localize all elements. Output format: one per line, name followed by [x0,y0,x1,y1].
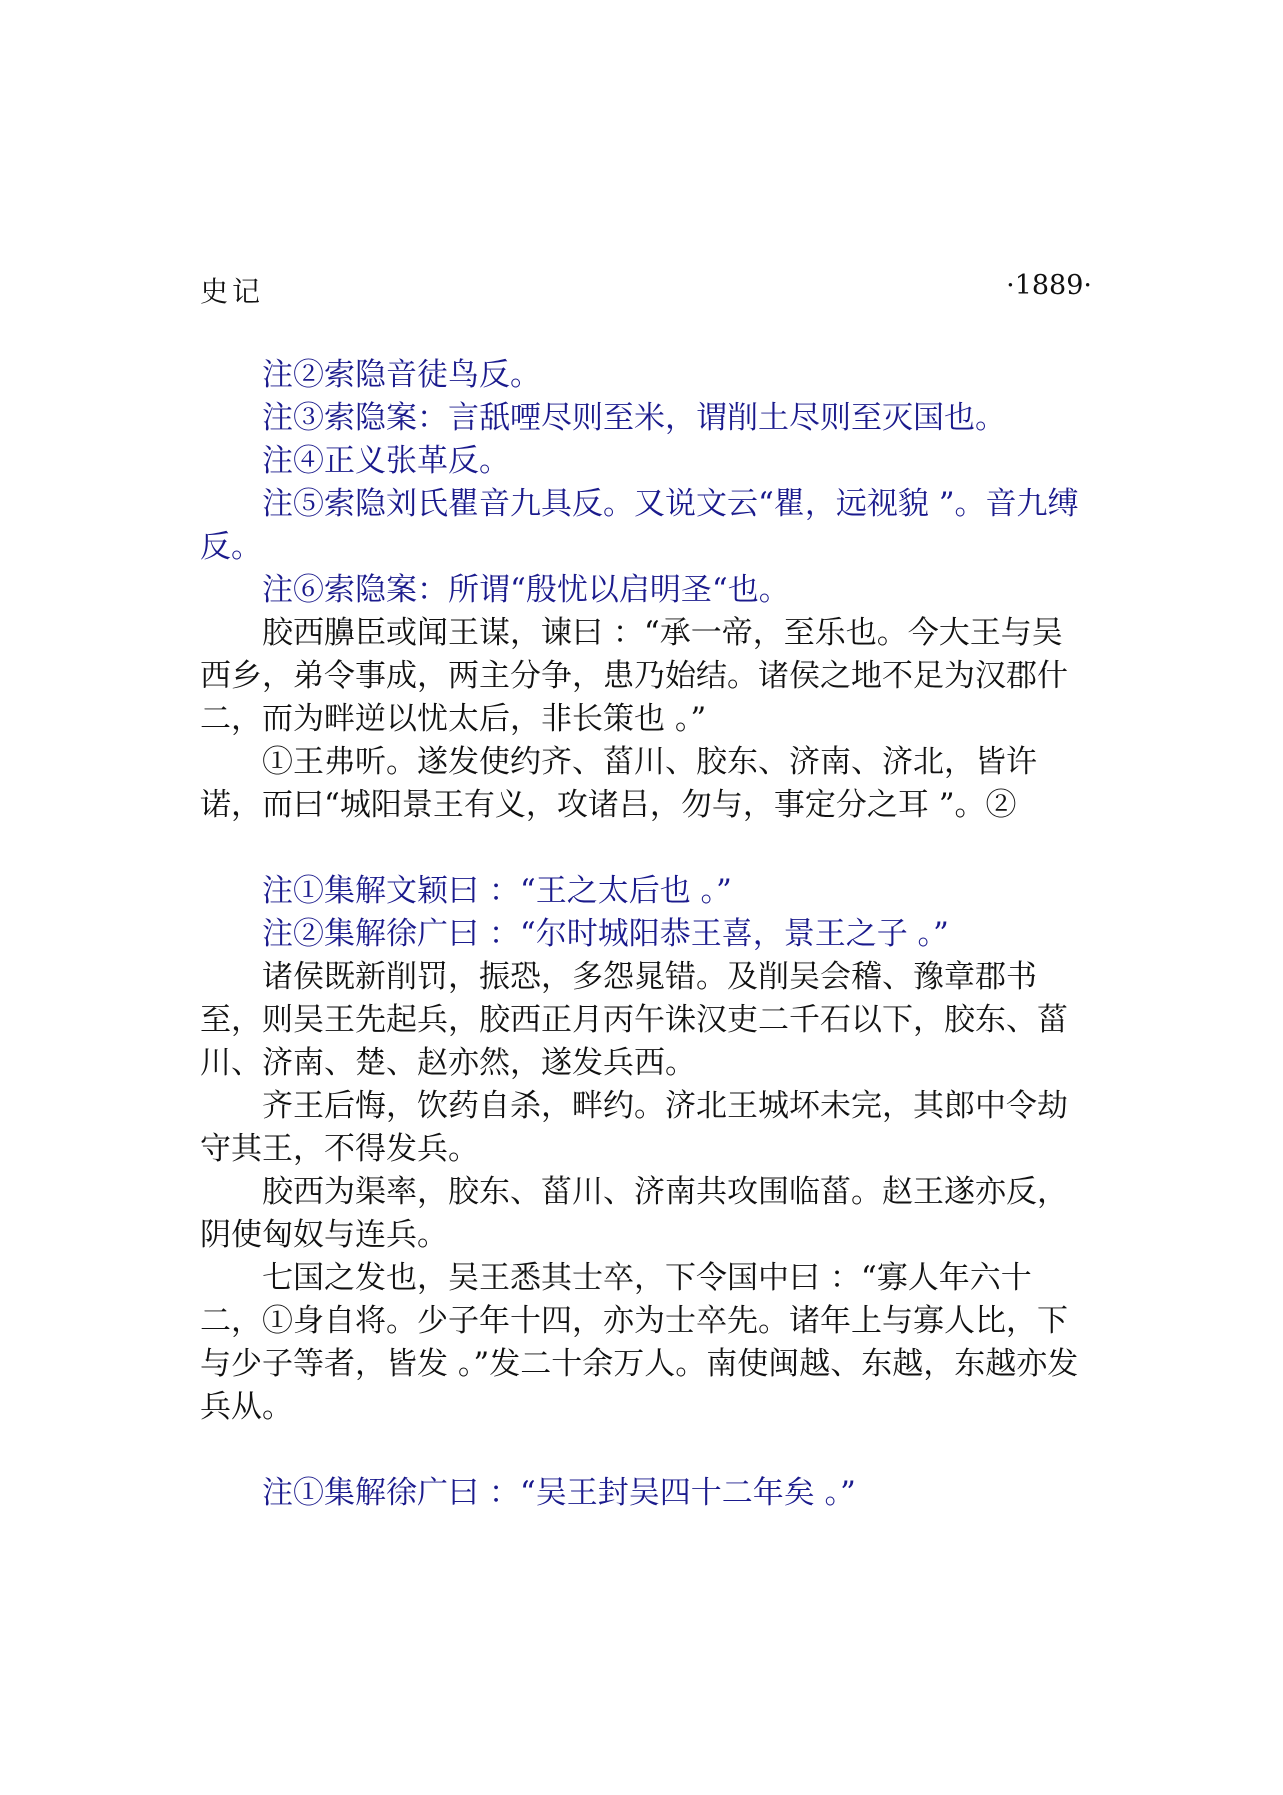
annotation-note: 注①集解文颖曰 ：“王之太后也 。” [262,873,732,909]
annotation-note: 注⑥索隐案：所谓“殷忧以启明圣“也。 [262,572,790,608]
body-paragraph: ①王弗听。遂发使约齐、菑川、胶东、济南、济北，皆许诺，而曰“城阳景王有义，攻诸吕，勿与，事定分之耳 ”。② [200,744,1037,823]
annotation-note: 注②索隐音徒鸟反。 [262,357,541,393]
annotation-note: 注①集解徐广曰 ：“吴王封吴四十二年矣 。” [262,1475,856,1511]
body-paragraph: 齐王后悔，饮药自杀，畔约。济北王城坏未完，其郎中令劫守其王，不得发兵。 [200,1088,1068,1167]
annotation-note: 注④正义张革反。 [262,443,510,479]
running-title: 史记 [200,275,265,308]
annotation-note: 注⑤索隐刘氏瞿音九具反。又说文云“瞿，远视貌 ”。音九缚反。 [200,486,1079,565]
page-body [200,354,1092,1515]
annotation-note: 注③索隐案：言舐㖶尽则至米，谓削土尽则至灭国也。 [262,400,1006,436]
body-paragraph: 胶西为渠率，胶东、菑川、济南共攻围临菑。赵王遂亦反，阴使匈奴与连兵。 [200,1174,1068,1253]
body-paragraph: 胶西䑄臣或闻王谋，谏曰 ：“承一帝，至乐也。今大王与吴西乡，弟令事成，两主分争，患乃始结。诸侯之地不足为汉郡什二，而为畔逆以忧太后，非长策也 。” [200,615,1068,737]
page-number: ·1889· [1006,270,1092,301]
body-paragraph: 七国之发也，吴王悉其士卒，下令国中曰 ：“寡人年六十二，①身自将。少子年十四，亦为士卒先。诸年上与寡人比，下与少子等者，皆发 。”发二十余万人。南使闽越、东越，东越亦发兵从。 [200,1260,1079,1425]
annotation-note: 注②集解徐广曰 ：“尔时城阳恭王喜，景王之子 。” [262,916,949,952]
body-paragraph: 诸侯既新削罚，振恐，多怨晁错。及削吴会稽、豫章郡书至，则吴王先起兵，胶西正月丙午诛汉吏二千石以下，胶东、菑川、济南、楚、赵亦然，遂发兵西。 [200,959,1068,1081]
page-header [200,270,1092,310]
